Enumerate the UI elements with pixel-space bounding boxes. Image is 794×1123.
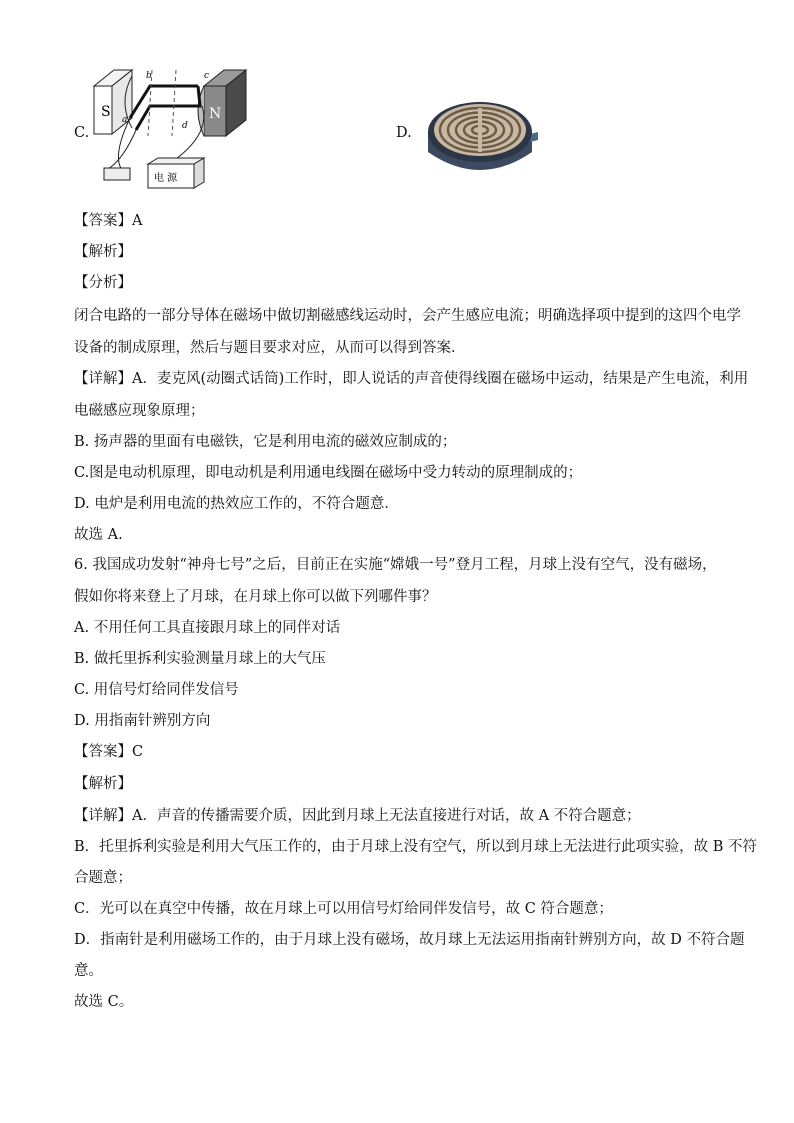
electric-stove-image — [424, 92, 540, 184]
option-line: D. 用指南针辨别方向 — [74, 713, 211, 729]
paragraph-line: 【详解】A．麦克风(动圈式话筒)工作时，即人说话的声音使得线圈在磁场中运动，结果是产生电流，利用 — [74, 371, 749, 387]
analysis-heading: 【解析】 — [74, 776, 132, 792]
label-a: a — [122, 115, 128, 125]
motor-principle-diagram — [92, 66, 252, 196]
label-c: c — [204, 71, 210, 81]
option-line: B. 做托里拆利实验测量月球上的大气压 — [74, 651, 326, 667]
paragraph-line: C.图是电动机原理，即电动机是利用通电线圈在磁场中受力转动的原理制成的； — [74, 465, 583, 481]
power-supply-label: 电 源 — [154, 173, 178, 184]
paragraph-line: 故选 A. — [74, 527, 123, 543]
paragraph-line: 合题意； — [74, 870, 132, 886]
question-line: 假如你将来登上了月球，在月球上你可以做下列哪件事？ — [74, 589, 437, 605]
paragraph-line: C．光可以在真空中传播，故在月球上可以用信号灯给同伴发信号，故 C 符合题意； — [74, 901, 613, 917]
analysis-heading: 【解析】 — [74, 244, 132, 260]
option-line: A. 不用任何工具直接跟月球上的同伴对话 — [74, 620, 341, 636]
paragraph-line: D．指南针是利用磁场工作的，由于月球上没有磁场，故月球上无法运用指南针辨别方向，故 D 不符合题 — [74, 932, 745, 948]
coil — [130, 70, 200, 136]
answer-line: 【答案】C — [74, 744, 144, 760]
n-pole-label: N — [209, 106, 222, 122]
option-line: C. 用信号灯给同伴发信号 — [74, 682, 239, 698]
paragraph-line: D. 电炉是利用电流的热效应工作的，不符合题意． — [74, 496, 399, 512]
label-b: b — [146, 71, 152, 81]
paragraph-line: 【详解】A．声音的传播需要介质，因此到月球上无法直接进行对话，故 A 不符合题意； — [74, 808, 641, 824]
paragraph-line: 电磁感应现象原理； — [74, 403, 205, 419]
question-line: 6. 我国成功发射“神舟七号”之后，目前正在实施“嫦娥一号”登月工程，月球上没有空气，没有磁场， — [74, 557, 717, 573]
paragraph-line: B．托里拆利实验是利用大气压工作的，由于月球上没有空气，所以到月球上无法进行此项实验，故 B 不符 — [74, 839, 758, 855]
paragraph-line: 闭合电路的一部分导体在磁场中做切割磁感线运动时，会产生感应电流；明确选择项中提到的这四个电学 — [74, 308, 741, 324]
answer-line: 【答案】A — [74, 213, 143, 229]
s-pole-label: S — [101, 104, 111, 120]
paragraph-line: B. 扬声器的里面有电磁铁，它是利用电流的磁效应制成的； — [74, 434, 457, 450]
option-c-label: C. — [74, 125, 90, 141]
paragraph-line: 故选 C。 — [74, 994, 134, 1010]
paragraph-line: 意。 — [74, 963, 103, 979]
section-heading: 【分析】 — [74, 275, 132, 291]
label-d: d — [182, 121, 188, 131]
option-d-label: D. — [396, 125, 412, 141]
paragraph-line: 设备的制成原理，然后与题目要求对应，从而可以得到答案． — [74, 340, 466, 356]
